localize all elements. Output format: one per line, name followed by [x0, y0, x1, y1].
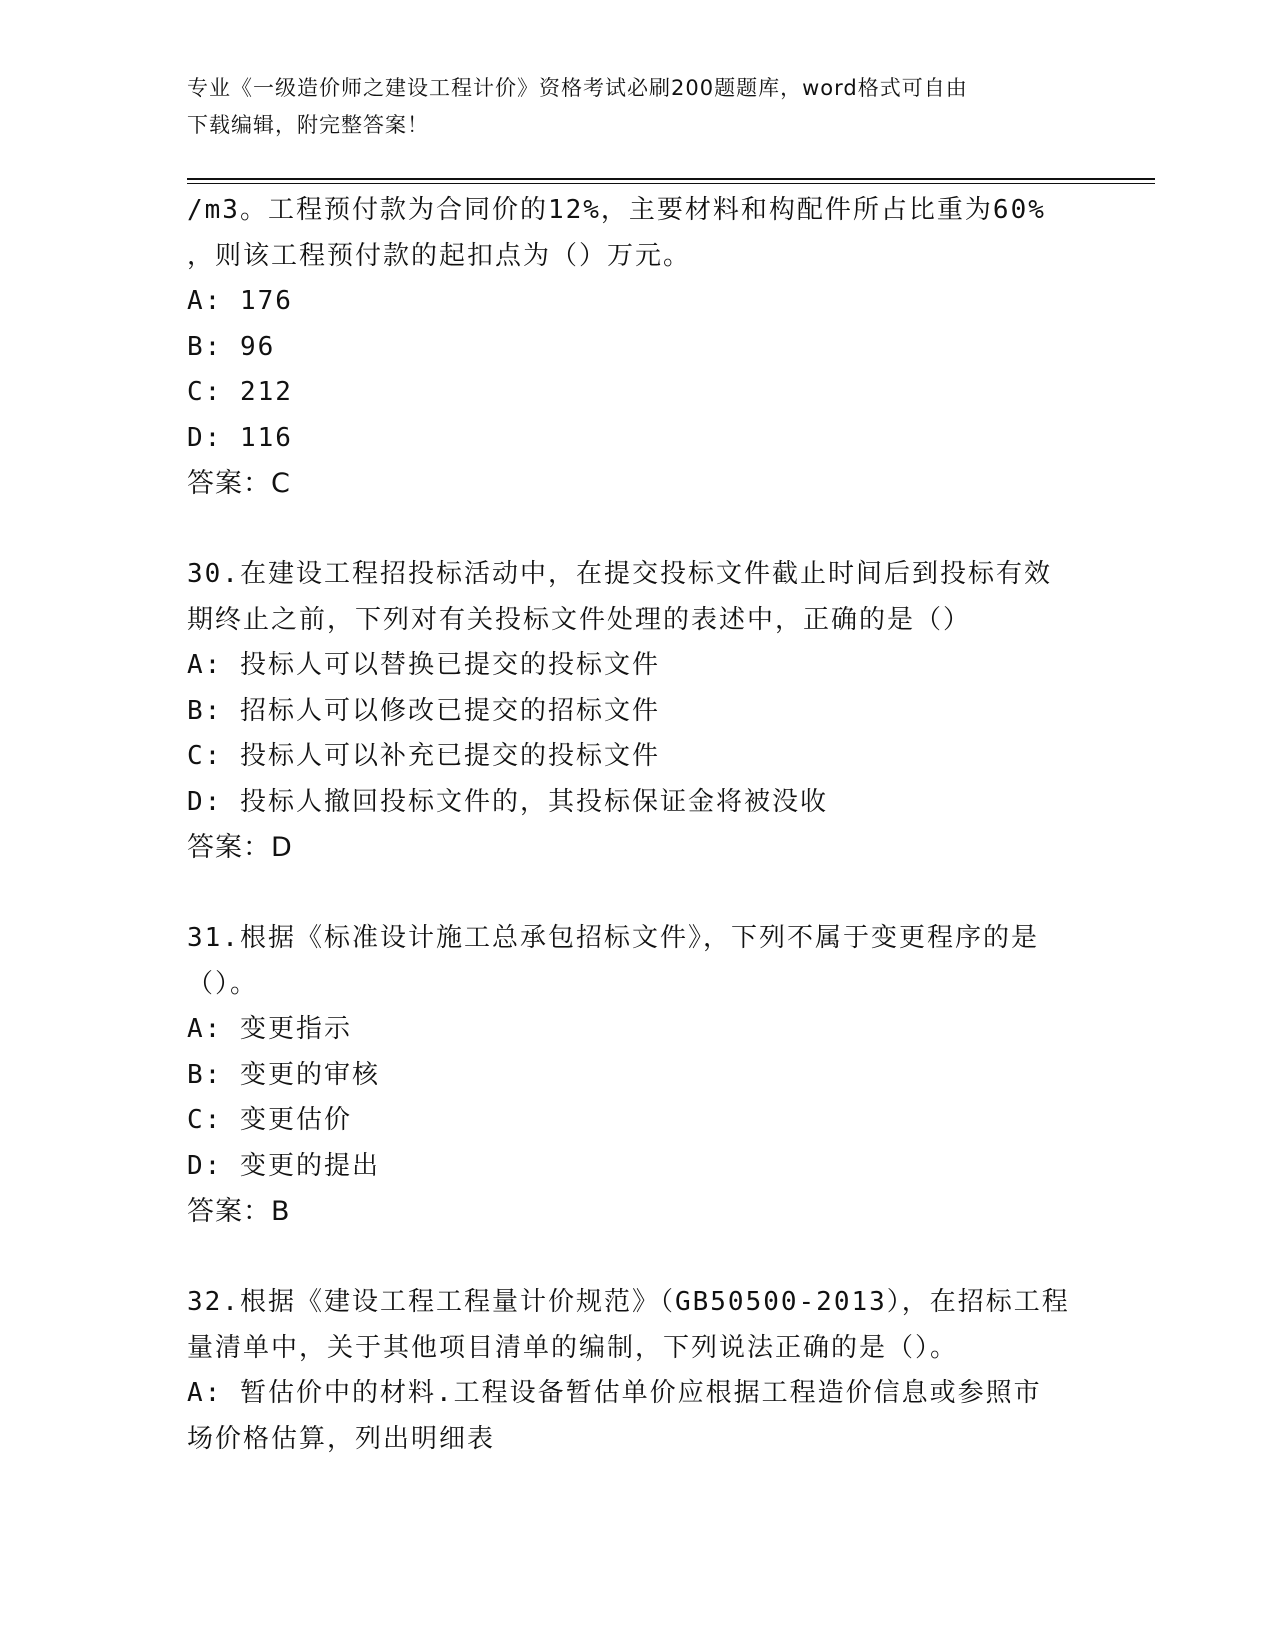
spacer [187, 507, 1087, 553]
question-stem-line: 量清单中，关于其他项目清单的编制，下列说法正确的是（）。 [187, 1332, 959, 1363]
option-d: D: 116 [187, 422, 293, 453]
option-c: C: 212 [187, 377, 293, 407]
answer-line: 答案：D [187, 832, 293, 863]
document-body [187, 188, 1087, 1462]
header-line-2: 下载编辑，附完整答案！ [187, 113, 429, 137]
question-stem-line: 31.根据《标准设计施工总承包招标文件》，下列不属于变更程序的是 [187, 923, 1039, 953]
option-b: B: 96 [187, 331, 276, 362]
option-c: C: 投标人可以补充已提交的投标文件 [187, 741, 660, 771]
option-d: D: 变更的提出 [187, 1150, 380, 1181]
option-c: C: 变更估价 [187, 1105, 352, 1135]
answer-line: 答案：C [187, 468, 291, 499]
question-30 [187, 552, 1087, 871]
option-a: A: 暂估价中的材料.工程设备暂估单价应根据工程造价信息或参照市 [187, 1378, 1042, 1408]
header-divider-thick [187, 178, 1155, 180]
question-stem-line: /m3。工程预付款为合同价的12%，主要材料和构配件所占比重为60% [187, 195, 1046, 225]
question-31 [187, 916, 1087, 1235]
option-b: B: 招标人可以修改已提交的招标文件 [187, 695, 660, 726]
question-stem-line: 30.在建设工程招投标活动中，在提交投标文件截止时间后到投标有效 [187, 559, 1052, 589]
question-29 [187, 188, 1087, 507]
option-b: B: 变更的审核 [187, 1059, 380, 1090]
answer-line: 答案：B [187, 1196, 291, 1227]
spacer [187, 1235, 1087, 1281]
spacer [187, 871, 1087, 917]
option-a: A: 变更指示 [187, 1014, 352, 1044]
question-32 [187, 1280, 1087, 1462]
option-a: A: 176 [187, 286, 293, 316]
option-a-continued: 场价格估算，列出明细表 [187, 1423, 496, 1454]
header-divider-thin [187, 183, 1155, 184]
document-header [187, 70, 1067, 144]
option-a: A: 投标人可以替换已提交的投标文件 [187, 650, 660, 680]
question-stem-line: ，则该工程预付款的起扣点为（）万元。 [187, 240, 692, 271]
question-stem-line: 32.根据《建设工程工程量计价规范》（GB50500-2013），在招标工程 [187, 1287, 1070, 1317]
question-stem-line: （）。 [187, 968, 259, 999]
header-line-1: 专业《一级造价师之建设工程计价》资格考试必刷200题题库，word格式可自由 [187, 76, 968, 100]
option-d: D: 投标人撤回投标文件的，其投标保证金将被没收 [187, 786, 828, 817]
question-stem-line: 期终止之前，下列对有关投标文件处理的表述中，正确的是（） [187, 604, 972, 635]
